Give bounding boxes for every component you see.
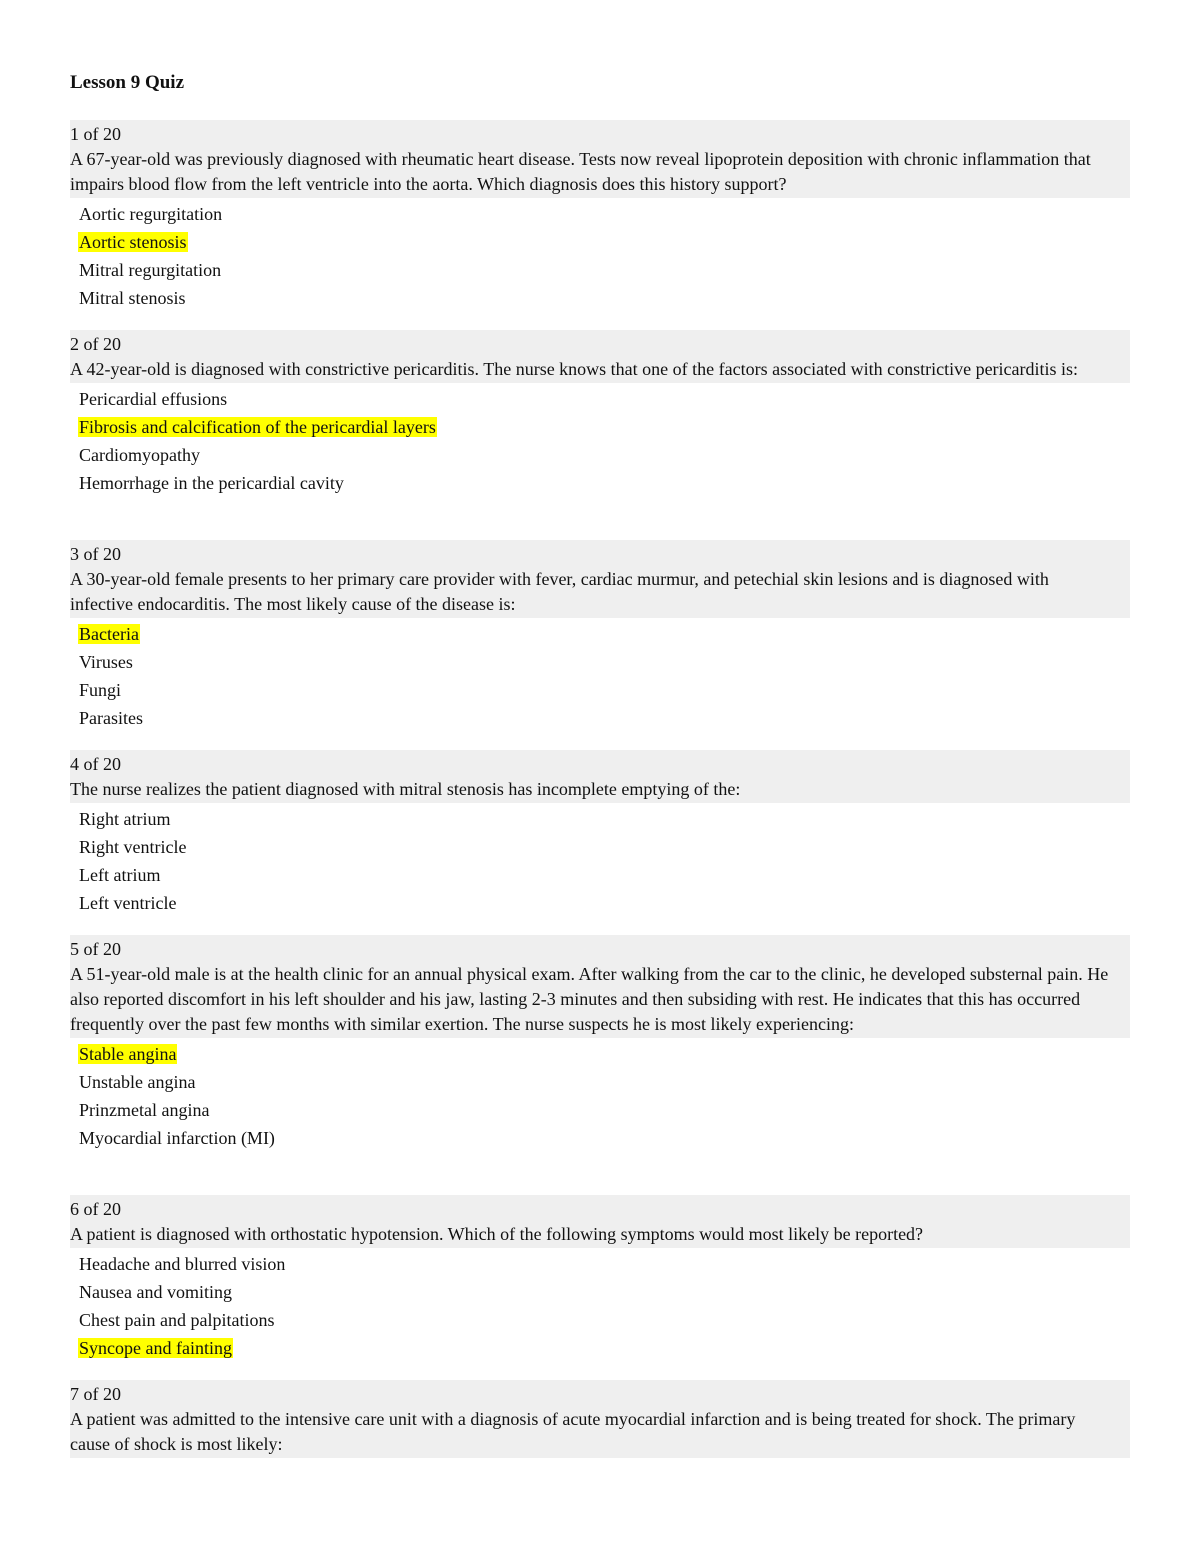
question-3 <box>70 540 1130 732</box>
question-header <box>70 540 1130 618</box>
question-1 <box>70 120 1130 312</box>
answer-option-label: Unstable angina <box>79 1072 196 1092</box>
answer-option[interactable] <box>70 256 1130 284</box>
answer-options <box>70 1038 1130 1152</box>
answer-options <box>70 803 1130 917</box>
answer-option[interactable] <box>70 704 1130 732</box>
answer-option-highlighted[interactable] <box>70 620 1130 648</box>
answer-option-label: Fungi <box>79 680 122 700</box>
question-number: 5 of 20 <box>70 939 121 959</box>
answer-option-label: Mitral stenosis <box>79 288 186 308</box>
answer-option[interactable] <box>70 861 1130 889</box>
quiz-title: Lesson 9 Quiz <box>70 72 185 93</box>
answer-options <box>70 198 1130 312</box>
answer-option-label: Left atrium <box>79 865 161 885</box>
question-text: A 67-year-old was previously diagnosed with rheumatic heart disease. Tests now reveal lipoprotein deposition with chronic inflammation that impairs blood flow from the left ventricle into the aorta. Which diagnosis does this history support? <box>70 149 1091 194</box>
answer-option[interactable] <box>70 469 1130 497</box>
question-6 <box>70 1195 1130 1362</box>
answer-option[interactable] <box>70 1068 1130 1096</box>
answer-option-label: Cardiomyopathy <box>79 445 200 465</box>
answer-option[interactable] <box>70 1278 1130 1306</box>
answer-option[interactable] <box>70 284 1130 312</box>
question-header <box>70 1380 1130 1458</box>
answer-option-label: Mitral regurgitation <box>79 260 222 280</box>
answer-option[interactable] <box>70 441 1130 469</box>
answer-option[interactable] <box>70 1250 1130 1278</box>
question-number: 1 of 20 <box>70 124 121 144</box>
answer-option-highlighted[interactable] <box>70 1334 1130 1362</box>
question-header <box>70 330 1130 383</box>
question-header <box>70 1195 1130 1248</box>
question-number: 7 of 20 <box>70 1384 121 1404</box>
answer-options <box>70 1248 1130 1362</box>
answer-option-label: Pericardial effusions <box>79 389 228 409</box>
answer-option-label: Right atrium <box>79 809 171 829</box>
answer-option[interactable] <box>70 1306 1130 1334</box>
answer-options <box>70 383 1130 497</box>
question-5 <box>70 935 1130 1152</box>
answer-option-label: Aortic regurgitation <box>79 204 223 224</box>
answer-option-label: Parasites <box>79 708 143 728</box>
answer-option-label: Left ventricle <box>79 893 177 913</box>
answer-option-label: Chest pain and palpitations <box>79 1310 275 1330</box>
answer-option-label: Syncope and fainting <box>79 1338 232 1358</box>
answer-option-highlighted[interactable] <box>70 228 1130 256</box>
answer-option-label: Myocardial infarction (MI) <box>79 1128 275 1148</box>
question-number: 4 of 20 <box>70 754 121 774</box>
answer-option-label: Aortic stenosis <box>79 232 187 252</box>
question-text: A 42-year-old is diagnosed with constrictive pericarditis. The nurse knows that one of the factors associated with constrictive pericarditis is: <box>70 359 1079 379</box>
answer-option-label: Hemorrhage in the pericardial cavity <box>79 473 344 493</box>
question-2 <box>70 330 1130 497</box>
answer-option-label: Headache and blurred vision <box>79 1254 286 1274</box>
question-number: 6 of 20 <box>70 1199 121 1219</box>
answer-option-label: Stable angina <box>79 1044 177 1064</box>
answer-option-label: Right ventricle <box>79 837 187 857</box>
answer-option[interactable] <box>70 805 1130 833</box>
answer-options <box>70 618 1130 732</box>
question-header <box>70 935 1130 1038</box>
question-7 <box>70 1380 1130 1458</box>
answer-option-label: Bacteria <box>79 624 139 644</box>
question-number: 3 of 20 <box>70 544 121 564</box>
answer-option[interactable] <box>70 1124 1130 1152</box>
answer-option[interactable] <box>70 200 1130 228</box>
answer-option-label: Viruses <box>79 652 133 672</box>
question-header <box>70 120 1130 198</box>
question-text: A 30-year-old female presents to her primary care provider with fever, cardiac murmur, and petechial skin lesions and is diagnosed with infective endocarditis. The most likely cause of the disease is: <box>70 569 1049 614</box>
answer-option[interactable] <box>70 385 1130 413</box>
question-text: A patient was admitted to the intensive care unit with a diagnosis of acute myocardial infarction and is being treated for shock. The primary cause of shock is most likely: <box>70 1409 1076 1454</box>
answer-option-label: Nausea and vomiting <box>79 1282 232 1302</box>
answer-option[interactable] <box>70 889 1130 917</box>
question-number: 2 of 20 <box>70 334 121 354</box>
question-header <box>70 750 1130 803</box>
question-text: A patient is diagnosed with orthostatic hypotension. Which of the following symptoms would most likely be reported? <box>70 1224 924 1244</box>
question-4 <box>70 750 1130 917</box>
answer-option[interactable] <box>70 676 1130 704</box>
question-text: The nurse realizes the patient diagnosed with mitral stenosis has incomplete emptying of the: <box>70 779 741 799</box>
answer-option[interactable] <box>70 1096 1130 1124</box>
answer-option[interactable] <box>70 833 1130 861</box>
answer-option-highlighted[interactable] <box>70 1040 1130 1068</box>
answer-option-label: Prinzmetal angina <box>79 1100 210 1120</box>
answer-option-label: Fibrosis and calcification of the pericardial layers <box>79 417 436 437</box>
answer-option[interactable] <box>70 648 1130 676</box>
question-text: A 51-year-old male is at the health clinic for an annual physical exam. After walking from the car to the clinic, he developed substernal pain. He also reported discomfort in his left shoulder and his jaw, lasting 2-3 minutes and then subsiding with rest. He indicates that this has occurred frequently over the past few months with similar exertion. The nurse suspects he is most likely experiencing: <box>70 964 1109 1034</box>
answer-option-highlighted[interactable] <box>70 413 1130 441</box>
